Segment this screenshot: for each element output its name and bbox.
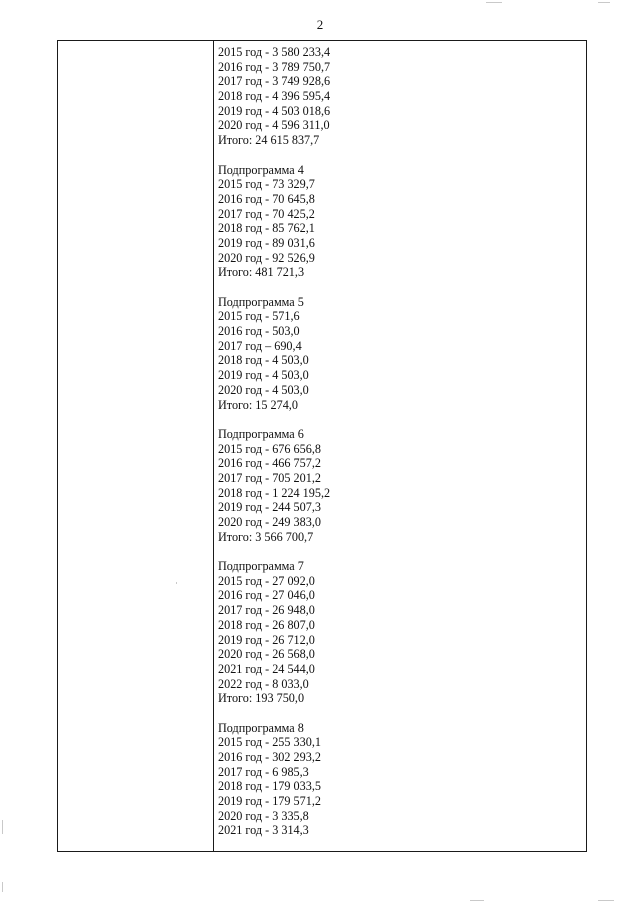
year-amount-line: 2019 год - 89 031,6 <box>218 235 315 250</box>
year-amount-line: 2021 год - 24 544,0 <box>218 661 315 676</box>
year-amount-line: 2019 год - 244 507,3 <box>218 500 321 515</box>
total-line: Итого: 481 721,3 <box>218 265 305 280</box>
block-spacer <box>218 148 578 163</box>
subprogram-heading: Подпрограмма 4 <box>218 162 304 177</box>
year-amount-line: 2017 год - 705 201,2 <box>218 470 321 485</box>
block-spacer <box>218 280 578 295</box>
year-amount-line: 2016 год - 3 789 750,7 <box>218 59 331 74</box>
year-amount-line: 2020 год - 3 335,8 <box>218 808 309 823</box>
subprogram-heading: Подпрограмма 7 <box>218 559 304 574</box>
total-line: Итого: 193 750,0 <box>218 691 305 706</box>
year-amount-line: 2021 год - 3 314,3 <box>218 823 309 838</box>
block-spacer <box>218 544 578 559</box>
year-amount-line: 2017 год - 3 749 928,6 <box>218 74 331 89</box>
total-line: Итого: 3 566 700,7 <box>218 529 314 544</box>
year-amount-line: 2020 год - 26 568,0 <box>218 647 315 662</box>
year-amount-line: 2017 год - 6 985,3 <box>218 764 309 779</box>
year-amount-line: 2020 год - 249 383,0 <box>218 515 321 529</box>
year-amount-line: 2019 год - 179 571,2 <box>218 794 321 809</box>
year-amount-line: 2016 год - 503,0 <box>218 324 300 339</box>
subprogram-heading: Подпрограмма 6 <box>218 426 304 441</box>
year-amount-line: 2020 год - 4 596 311,0 <box>218 118 330 133</box>
scan-artifact <box>486 2 502 3</box>
year-amount-line: 2017 год - 70 425,2 <box>218 206 315 221</box>
year-amount-line: 2016 год - 27 046,0 <box>218 588 315 603</box>
scan-artifact <box>2 882 3 892</box>
year-amount-line: 2020 год - 4 503,0 <box>218 382 309 397</box>
year-amount-line: 2018 год - 85 762,1 <box>218 221 315 236</box>
funding-by-year-cell <box>218 45 578 838</box>
year-amount-line: 2022 год - 8 033,0 <box>218 676 309 691</box>
year-amount-line: 2015 год - 571,6 <box>218 309 300 324</box>
year-amount-line: 2015 год - 255 330,1 <box>218 735 321 750</box>
year-amount-line: 2018 год - 4 503,0 <box>218 353 309 368</box>
block-spacer <box>218 412 578 427</box>
year-amount-line: 2019 год - 4 503 018,6 <box>218 103 331 118</box>
year-amount-line: 2018 год - 4 396 595,4 <box>218 89 331 104</box>
year-amount-line: 2018 год - 26 807,0 <box>218 617 315 632</box>
year-amount-line: 2015 год - 676 656,8 <box>218 441 321 456</box>
year-amount-line: 2015 год - 3 580 233,4 <box>218 45 331 59</box>
scan-artifact <box>598 900 614 901</box>
scan-artifact <box>2 820 3 834</box>
scan-artifact <box>176 582 177 584</box>
block-spacer <box>218 706 578 721</box>
year-amount-line: 2016 год - 302 293,2 <box>218 750 321 764</box>
year-amount-line: 2016 год - 466 757,2 <box>218 456 321 471</box>
year-amount-line: 2015 год - 27 092,0 <box>218 573 315 588</box>
subprogram-heading: Подпрограмма 8 <box>218 720 304 735</box>
column-divider <box>213 41 214 851</box>
total-line: Итого: 15 274,0 <box>218 397 298 412</box>
year-amount-line: 2017 год - 26 948,0 <box>218 603 315 618</box>
scan-artifact <box>470 900 484 901</box>
year-amount-line: 2017 год – 690,4 <box>218 338 302 353</box>
year-amount-line: 2018 год - 1 224 195,2 <box>218 485 331 500</box>
year-amount-line: 2018 год - 179 033,5 <box>218 779 321 794</box>
year-amount-line: 2016 год - 70 645,8 <box>218 191 315 206</box>
year-amount-line: 2019 год - 4 503,0 <box>218 368 309 383</box>
year-amount-line: 2015 год - 73 329,7 <box>218 177 315 192</box>
year-amount-line: 2020 год - 92 526,9 <box>218 250 315 265</box>
page-number: 2 <box>316 17 324 32</box>
subprogram-heading: Подпрограмма 5 <box>218 294 304 309</box>
total-line: Итого: 24 615 837,7 <box>218 133 320 148</box>
year-amount-line: 2019 год - 26 712,0 <box>218 632 315 647</box>
scan-artifact <box>598 2 610 3</box>
funding-table <box>57 40 587 852</box>
